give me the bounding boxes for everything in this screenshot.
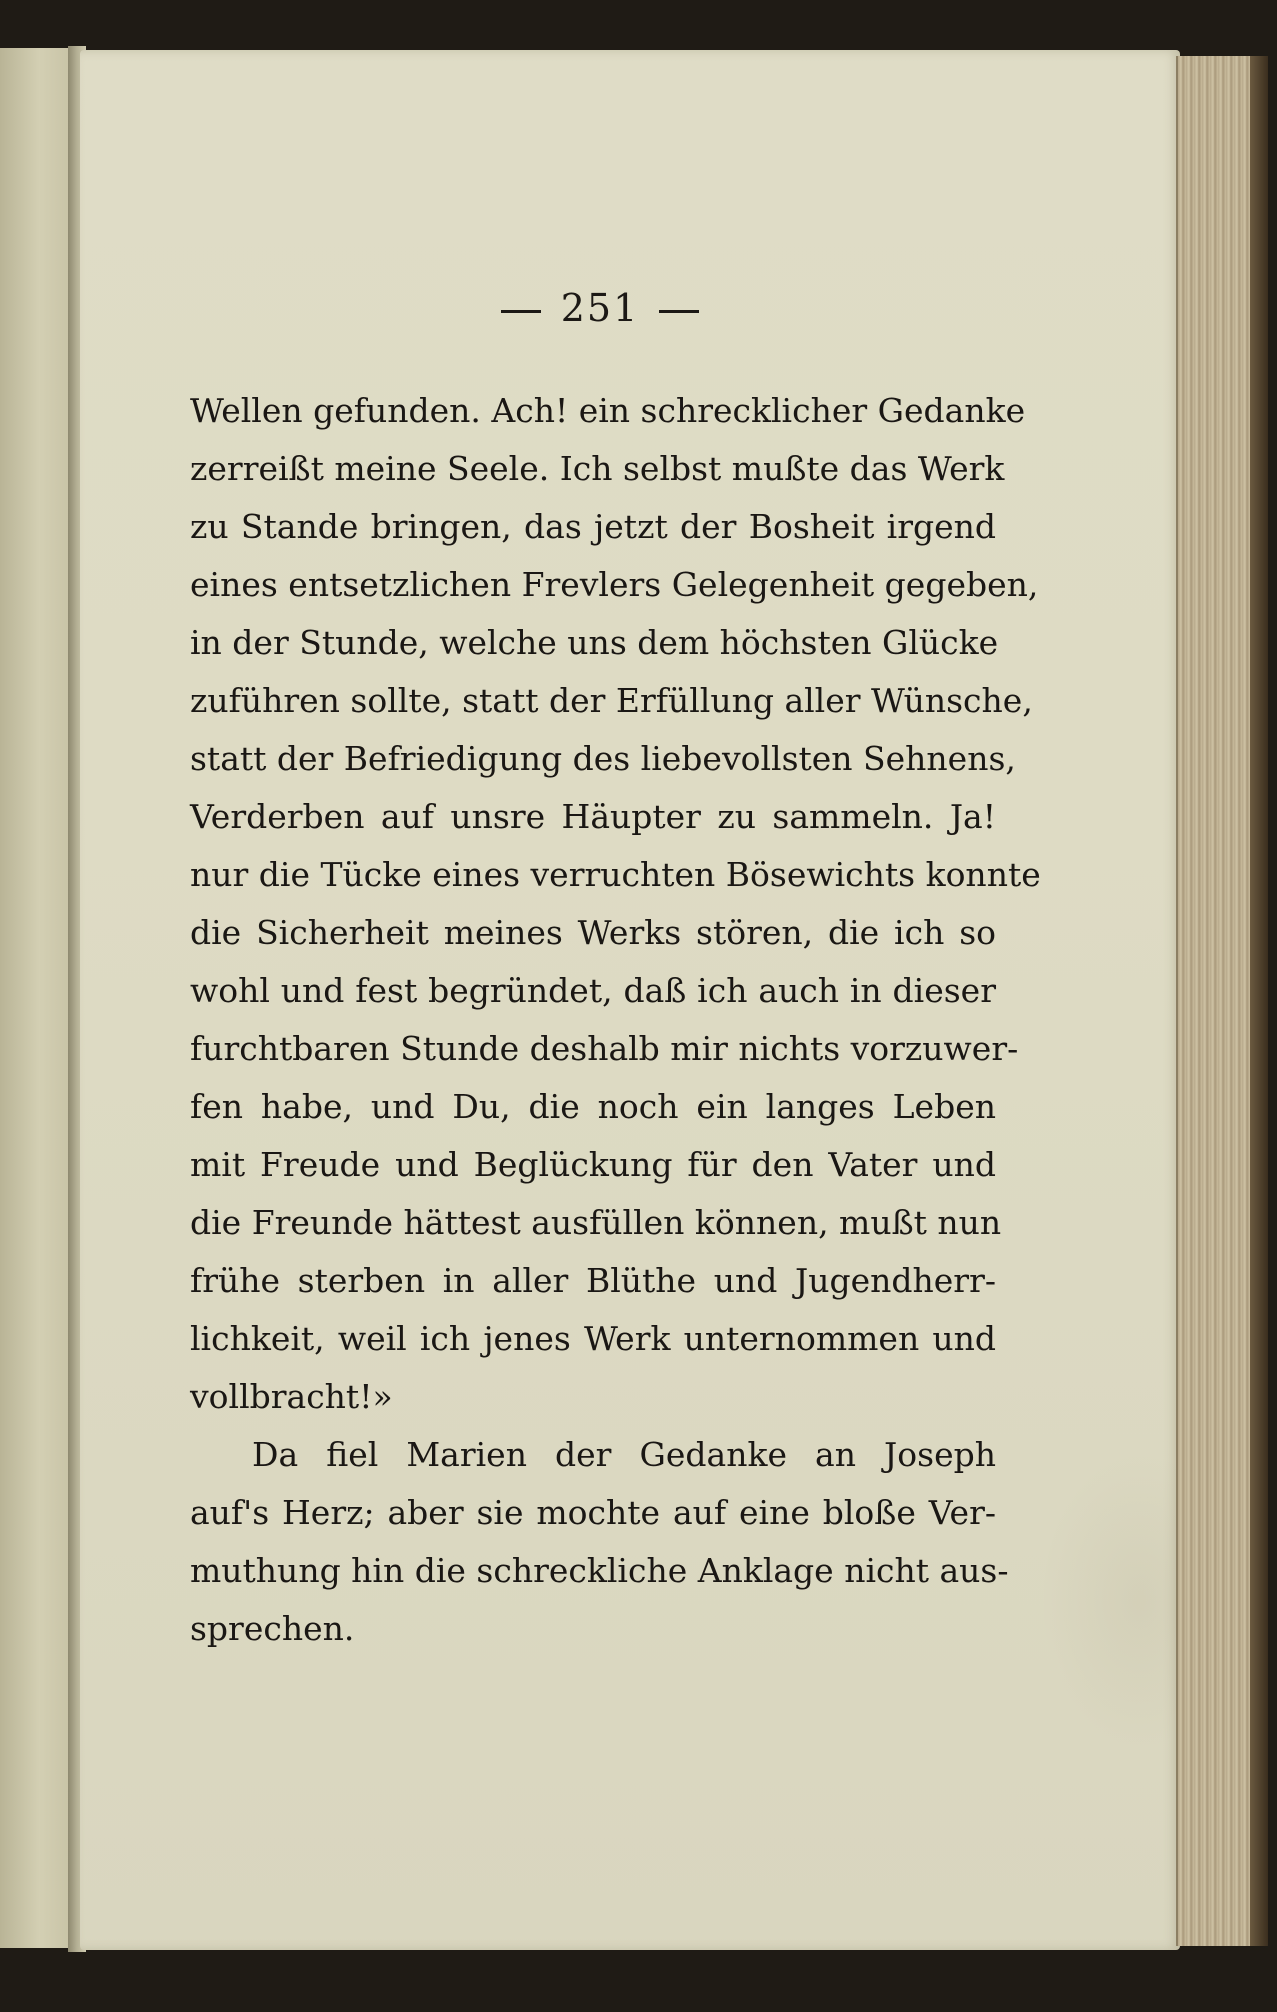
header-dash-right	[659, 310, 699, 313]
text-line: fen habe, und Du, die noch ein langes Leben	[190, 1087, 996, 1126]
text-line: furchtbaren Stunde deshalb mir nichts vorzuwer-	[190, 1029, 1019, 1068]
text-line: auf's Herz; aber sie mochte auf eine bloße Ver-	[190, 1493, 996, 1532]
text-line: in der Stunde, welche uns dem höchsten Glücke	[190, 623, 999, 662]
text-line: wohl und fest begründet, daß ich auch in dieser	[190, 971, 996, 1010]
page-header	[480, 286, 720, 330]
text-line: lichkeit, weil ich jenes Werk unternommen und	[190, 1319, 996, 1358]
text-line: zerreißt meine Seele. Ich selbst mußte das Werk	[190, 449, 1005, 488]
left-page-edge	[0, 48, 73, 1948]
page-number: 251	[560, 286, 640, 330]
text-line: zuführen sollte, statt der Erfüllung aller Wünsche,	[190, 681, 1033, 720]
header-dash-left	[501, 310, 541, 313]
text-line: mit Freude und Beglückung für den Vater und	[190, 1145, 996, 1184]
text-line: sprechen.	[190, 1609, 355, 1648]
text-line: eines entsetzlichen Frevlers Gelegenheit gegeben,	[190, 565, 1039, 604]
text-line: vollbracht!»	[190, 1377, 393, 1416]
body-text	[190, 382, 1041, 1658]
text-line: Wellen gefunden. Ach! ein schrecklicher Gedanke	[190, 391, 1026, 430]
text-line: Verderben auf unsre Häupter zu sammeln. Ja!	[190, 797, 996, 836]
page-fore-edge	[1176, 56, 1268, 1946]
text-line: nur die Tücke eines verruchten Bösewichts konnte	[190, 855, 1041, 894]
text-line: frühe sterben in aller Blüthe und Jugendherr-	[190, 1261, 996, 1300]
text-line: muthung hin die schreckliche Anklage nicht aus-	[190, 1551, 1009, 1590]
text-line: die Freunde hättest ausfüllen können, mußt nun	[190, 1203, 1002, 1242]
text-line-paragraph-start: Da fiel Marien der Gedanke an Joseph	[252, 1435, 996, 1474]
text-line: zu Stande bringen, das jetzt der Bosheit irgend	[190, 507, 996, 546]
text-line: statt der Befriedigung des liebevollsten Sehnens,	[190, 739, 1016, 778]
text-line: die Sicherheit meines Werks stören, die ich so	[190, 913, 996, 952]
